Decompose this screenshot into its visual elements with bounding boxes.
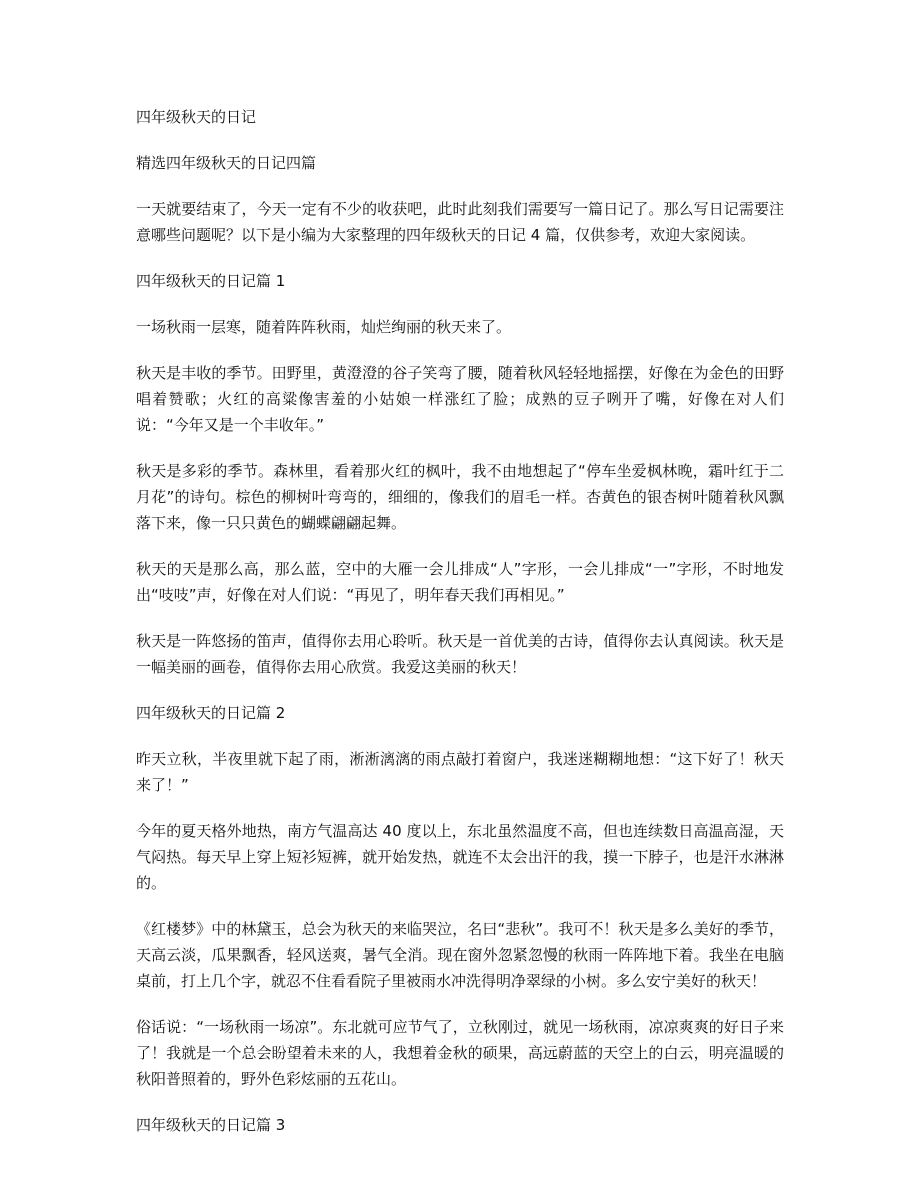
- section-2-paragraph: 昨天立秋，半夜里就下起了雨，淅淅漓漓的雨点敲打着窗户，我迷迷糊糊地想：“这下好了！秋天来了！”: [136, 750, 784, 794]
- section-1-paragraph: 秋天是一阵悠扬的笛声，值得你去用心聆听。秋天是一首优美的古诗，值得你去认真阅读。秋天是一幅美丽的画卷，值得你去用心欣赏。我爱这美丽的秋天！: [136, 632, 784, 676]
- document-subtitle: 精选四年级秋天的日记四篇: [136, 154, 317, 172]
- section-1-paragraph: 一场秋雨一层寒，随着阵阵秋雨，灿烂绚丽的秋天来了。: [136, 318, 512, 336]
- section-heading-1: 四年级秋天的日记篇 1: [136, 272, 286, 290]
- section-1-paragraph: 秋天的天是那么高，那么蓝，空中的大雁一会儿排成“人”字形，一会儿排成“一”字形，不时地发出“吱吱”声，好像在对人们说：“再见了，明年春天我们再相见。”: [136, 560, 784, 604]
- document-title: 四年级秋天的日记: [136, 108, 257, 126]
- section-heading-2: 四年级秋天的日记篇 2: [136, 704, 286, 722]
- section-2-paragraph: 《红楼梦》中的林黛玉，总会为秋天的来临哭泣，名曰“悲秋”。我可不！秋天是多么美好的季节，天高云淡，瓜果飘香，轻风送爽，暑气全消。现在窗外忽紧忽慢的秋雨一阵阵地下着。我坐在电脑桌前，打上几个字，就忍不住看看院子里被雨水冲洗得明净翠绿的小树。多么安宁美好的秋天！: [136, 920, 784, 990]
- section-1-paragraph: 秋天是多彩的季节。森林里，看着那火红的枫叶，我不由地想起了“停车坐爱枫林晚，霜叶红于二月花”的诗句。棕色的柳树叶弯弯的，细细的，像我们的眉毛一样。杏黄色的银杏树叶随着秋风飘落下来，像一只只黄色的蝴蝶翩翩起舞。: [136, 462, 784, 532]
- section-2-paragraph: 今年的夏天格外地热，南方气温高达 40 度以上，东北虽然温度不高，但也连续数日高温高湿，天气闷热。每天早上穿上短衫短裤，就开始发热，就连不太会出汗的我，摸一下脖子，也是汗水淋淋的。: [136, 822, 784, 892]
- section-1-paragraph: 秋天是丰收的季节。田野里，黄澄澄的谷子笑弯了腰，随着秋风轻轻地摇摆，好像在为金色的田野唱着赞歌；火红的高粱像害羞的小姑娘一样涨红了脸；成熟的豆子咧开了嘴，好像在对人们说：“今年又是一个丰收年。”: [136, 364, 784, 434]
- section-2-paragraph: 俗话说：“一场秋雨一场凉”。东北就可应节气了，立秋刚过，就见一场秋雨，凉凉爽爽的好日子来了！我就是一个总会盼望着未来的人，我想着金秋的硕果，高远蔚蓝的天空上的白云，明亮温暖的秋阳普照着的，野外色彩炫丽的五花山。: [136, 1018, 784, 1088]
- section-heading-3: 四年级秋天的日记篇 3: [136, 1116, 286, 1134]
- intro-paragraph: 一天就要结束了，今天一定有不少的收获吧，此时此刻我们需要写一篇日记了。那么写日记需要注意哪些问题呢？以下是小编为大家整理的四年级秋天的日记 4 篇，仅供参考，欢迎大家阅读。: [136, 200, 784, 244]
- document-page: [136, 104, 784, 1158]
